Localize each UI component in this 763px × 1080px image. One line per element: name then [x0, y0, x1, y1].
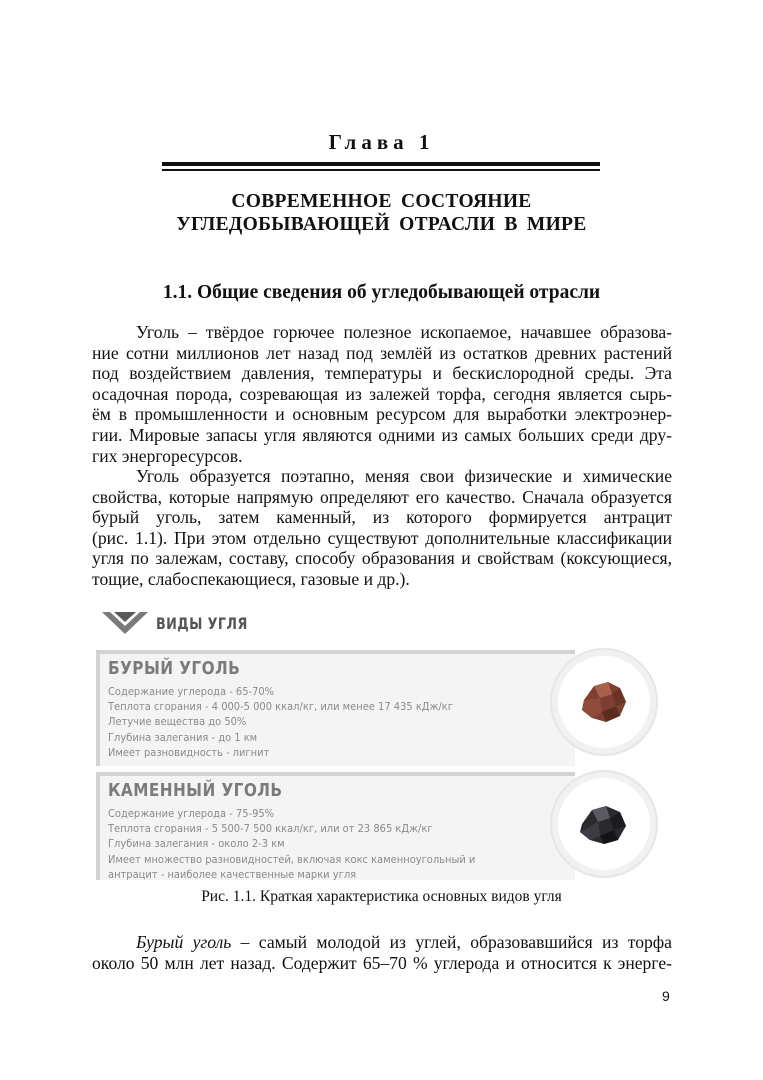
hard-coal-lump-icon — [572, 792, 636, 856]
fact-line: Летучие вещества до 50% — [108, 715, 247, 729]
hard-coal-card — [96, 772, 575, 880]
text-line: ние сотни миллионов лет назад под землёй из остатков древних растений — [92, 342, 672, 363]
section-title: 1.1. Общие сведения об угледобывающей отрасли — [162, 282, 601, 303]
hard-coal-facts — [108, 806, 475, 882]
text-line: свойства, которые напрямую определяют его качество. Сначала образуется — [92, 486, 672, 507]
text-line: Уголь образуется поэтапно, меняя свои физические и химические — [136, 466, 672, 486]
fact-line: Содержание углерода - 65-70% — [108, 685, 275, 698]
brown-coal-card — [96, 650, 575, 766]
chapter-rule-thick — [162, 162, 600, 166]
figure-caption: Рис. 1.1. Краткая характеристика основных видов угля — [201, 888, 562, 905]
chevron-down-icon — [100, 608, 150, 638]
page-number: 9 — [662, 988, 670, 1004]
coal-types-infographic — [92, 600, 682, 885]
chapter-title — [0, 190, 763, 236]
text-line: под воздействием давления, температуры и бескислородной среды. Эта — [92, 363, 672, 384]
paragraph-3 — [92, 932, 672, 973]
fact-line: Глубина залегания - до 1 км — [108, 730, 258, 744]
hard-coal-name: КАМЕННЫЙ УГОЛЬ — [108, 780, 283, 801]
text-line: около 50 млн лет назад. Содержит 65–70 % углерода и относится к энерге- — [92, 952, 672, 973]
fact-line: Имеет множество разновидностей, включая кокс каменноугольный и — [108, 852, 476, 866]
fact-line: Содержание углерода - 75-95% — [108, 807, 275, 820]
fact-line: Теплота сгорания - 4 000-5 000 ккал/кг, или менее 17 435 кДж/кг — [108, 700, 453, 714]
brown-coal-image — [558, 656, 650, 748]
chapter-label: Глава 1 — [328, 130, 435, 154]
fact-line: Имеет разновидность - лигнит — [108, 745, 270, 759]
infographic-title: ВИДЫ УГЛЯ — [156, 614, 248, 633]
text-line: (рис. 1.1). При этом отдельно существуют дополнительные классификации — [92, 527, 672, 548]
text-line: Уголь – твёрдое горючее полезное ископаемое, начавшее образова- — [136, 322, 672, 342]
text-line: ём в промышленности и основным ресурсом для выработки электроэнер- — [92, 404, 672, 425]
term-brown-coal: Бурый уголь — [136, 932, 232, 952]
chapter-title-line: СОВРЕМЕННОЕ СОСТОЯНИЕ — [231, 191, 532, 212]
chapter-title-line: УГЛЕДОБЫВАЮЩЕЙ ОТРАСЛИ В МИРЕ — [176, 214, 587, 235]
fact-line: Глубина залегания - около 2-3 км — [108, 837, 285, 851]
brown-coal-lump-icon — [572, 670, 636, 734]
brown-coal-name: БУРЫЙ УГОЛЬ — [108, 658, 241, 679]
text-line: гии. Мировые запасы угля являются одними из самых больших среди дру- — [92, 424, 672, 445]
text-line: гих энергоресурсов. — [92, 445, 243, 466]
text-run: – самый молодой из углей, образовавшийся из торфа — [231, 932, 672, 952]
text-line: угля по залежам, составу, способу образования и свойствам (коксующиеся, — [92, 548, 672, 569]
text-line — [92, 932, 672, 953]
text-line: бурый уголь, затем каменный, из которого формируется антрацит — [92, 507, 672, 528]
text-line: осадочная порода, созревающая из залежей торфа, сегодня является сырь- — [92, 383, 672, 404]
brown-coal-facts — [108, 684, 453, 760]
fact-line: Теплота сгорания - 5 500-7 500 ккал/кг, или от 23 865 кДж/кг — [108, 822, 433, 836]
fact-line: антрацит - наиболее качественные марки угля — [108, 867, 357, 881]
paragraph-1 — [92, 322, 672, 466]
paragraph-2 — [92, 466, 672, 590]
hard-coal-image — [558, 778, 650, 870]
text-line: тощие, слабоспекающиеся, газовые и др.). — [92, 568, 410, 589]
infographic-header — [100, 608, 400, 638]
chapter-rule-thin — [162, 169, 600, 171]
